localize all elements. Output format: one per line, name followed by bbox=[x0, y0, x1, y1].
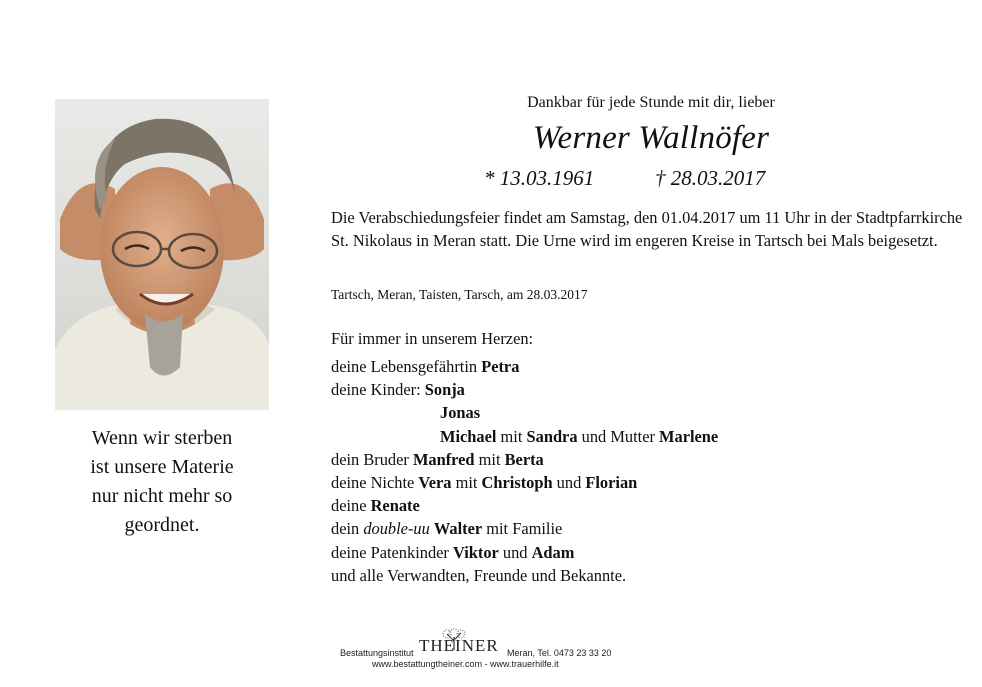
death-date: † 28.03.2017 bbox=[655, 166, 766, 190]
mourner-line: dein double-uu Walter mit Familie bbox=[331, 519, 563, 539]
mourner-line: deine Lebensgefährtin Petra bbox=[331, 357, 520, 376]
mourner-line: deine Renate bbox=[331, 496, 420, 516]
institute-label: Bestattungsinstitut bbox=[340, 648, 414, 658]
mourner-line: deine Nichte Vera mit Christoph und Florian bbox=[331, 473, 638, 493]
mourner-line: Jonas bbox=[440, 403, 481, 423]
heart-line: Für immer in unserem Herzen: bbox=[331, 329, 534, 348]
birth-date: * 13.03.1961 bbox=[484, 166, 595, 190]
place-date: Tartsch, Meran, Taisten, Tarsch, am 28.03.2017 bbox=[331, 287, 588, 302]
theiner-logo: THEINER bbox=[419, 636, 499, 655]
deceased-name: Werner Wallnöfer bbox=[532, 120, 770, 156]
intro-text: Dankbar für jede Stunde mit dir, lieber bbox=[527, 94, 775, 111]
mourner-line: deine Patenkinder Viktor und Adam bbox=[331, 542, 575, 562]
mourner-line: Michael mit Sandra und Mutter Marlene bbox=[440, 426, 719, 446]
mourner-line: dein Bruder Manfred mit Berta bbox=[331, 449, 544, 469]
mourner-line: und alle Verwandten, Freunde und Bekannte. bbox=[331, 565, 627, 585]
portrait-photo bbox=[55, 99, 269, 410]
quote-line: nur nicht mehr so bbox=[91, 485, 233, 507]
web-addresses: www.bestattungtheiner.com - www.trauerhilfe.it bbox=[372, 659, 559, 669]
contact-info: Meran, Tel. 0473 23 33 20 bbox=[507, 648, 612, 658]
ceremony-info: Die Verabschiedungsfeier findet am Samstag, den 01.04.2017 um 11 Uhr in der Stadtpfarrkirche St. Nikolaus in Meran statt. Die Urne wird im engeren Kreise in Tartsch bei Mals beigesetzt. bbox=[331, 208, 963, 250]
mourner-line: deine Kinder: Sonja bbox=[331, 380, 465, 400]
quote-line: ist unsere Materie bbox=[90, 456, 234, 478]
quote bbox=[55, 424, 269, 540]
quote-line: geordnet. bbox=[124, 514, 200, 536]
mourners-list bbox=[331, 355, 718, 587]
quote-line: Wenn wir sterben bbox=[91, 427, 233, 449]
